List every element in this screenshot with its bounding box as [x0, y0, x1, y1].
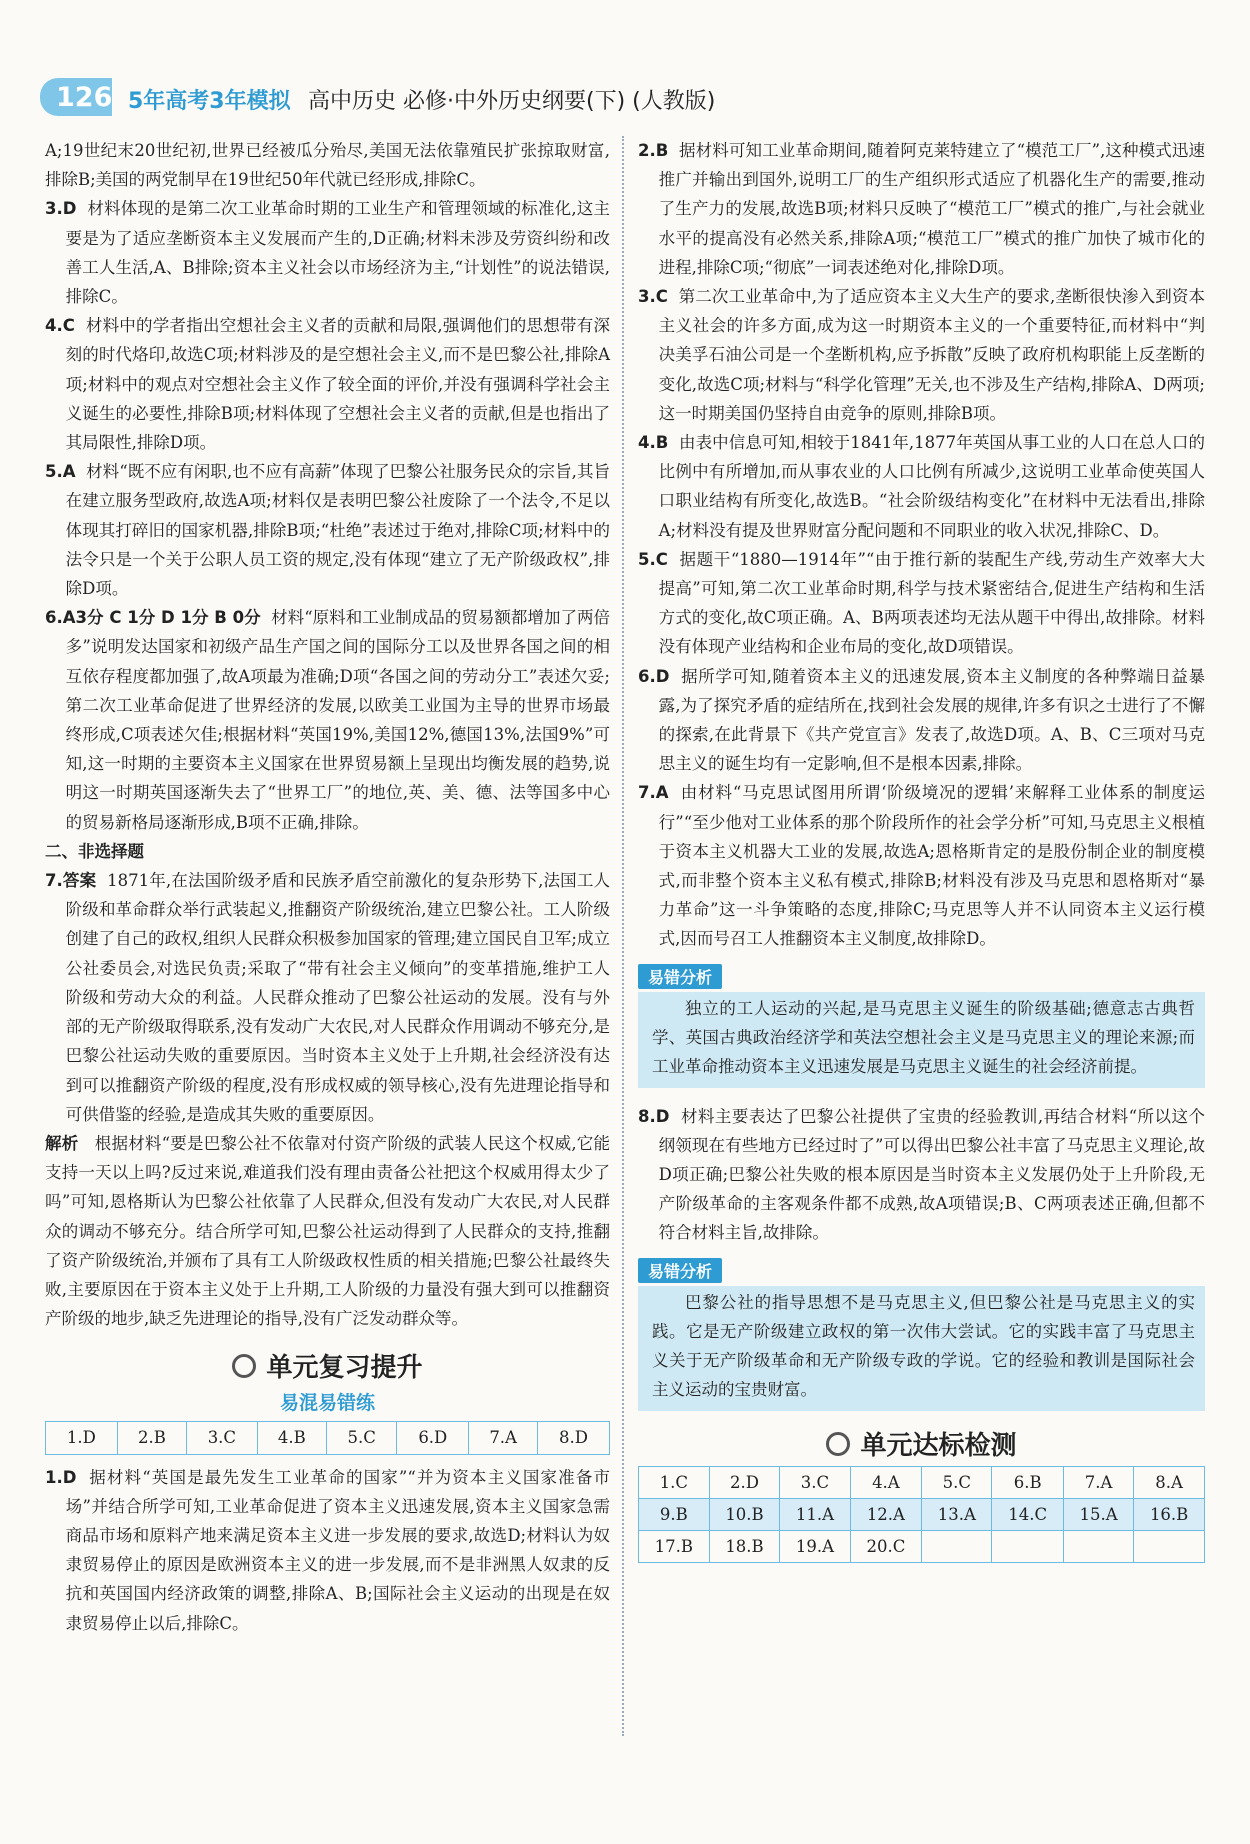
review-answer-4	[638, 428, 1205, 545]
review-answer-3-text: 第二次工业革命中,为了适应资本主义大生产的要求,垄断很快渗入到资本主义社会的许多方面,成为这一时期资本主义的一个重要特征,而材料中“判决美孚石油公司是一个垄断机构,应予拆散”反映了政府机构职能上反垄断的变化,故选C项;材料与“科学化管理”无关,也不涉及生产结构,排除A、D两项;这一时期美国仍坚持自由竞争的原则,排除B项。	[658, 287, 1205, 423]
answer-3-label: 3.D	[45, 199, 77, 219]
analysis-text: 根据材料“要是巴黎公社不依靠对付资产阶级的武装人民这个权威,它能支持一天以上吗?反过来说,难道我们没有理由责备公社把这个权威用得太少了吗”可知,恩格斯认为巴黎公社依靠了人民群众,但没有发动广大农民,对人民群众的调动不够充分。结合所学可知,巴黎公社运动得到了人民群众的支持,推翻了资产阶级统治,并颁布了具有工人阶级政权性质的相关措施;巴黎公社最终失败,主要原因在于资本主义处于上升期,工人阶级的力量没有强大到可以推翻资产阶级的地步,缺乏先进理论的指导,没有广泛发动群众等。	[45, 1133, 610, 1329]
table-cell: 14.C	[992, 1498, 1064, 1530]
review-answer-8-text: 材料主要表达了巴黎公社提供了宝贵的经验教训,再结合材料“所以这个纲领现在有些地方已经过时了”可以得出巴黎公社丰富了马克思主义理论,故D项正确;巴黎公社失败的根本原因是当时资本主义发展仍处于上升阶段,无产阶级革命的主客观条件都不成熟,故A项错误;B、C两项表述正确,但都不符合材料主旨,故排除。	[658, 1106, 1205, 1243]
series-title: 5年高考3年模拟	[128, 89, 291, 114]
table-cell: 19.A	[780, 1530, 850, 1562]
answer-6-text: 材料“原料和工业制成品的贸易额都增加了两倍多”说明发达国家和初级产品生产国之间的国际分工以及世界各国之间的相互依存程度都加强了,故A项最为准确;D项“各国之间的劳动分工”表述欠妥;第二次工业革命促进了世界经济的发展,以欧美工业国为主导的世界市场最终形成,C项表述欠佳;根据材料“英国19%,美国12%,德国13%,法国9%”可知,这一时期的主要资本主义国家在世界贸易额上呈现出均衡发展的趋势,说明这一时期英国逐渐失去了“世界工厂”的地位,英、美、德、法等国多中心的贸易新格局逐渐形成,B项不正确,排除。	[65, 608, 611, 832]
table-cell: 7.A	[469, 1422, 538, 1454]
unit-review-subtitle: 易混易错练	[279, 1392, 375, 1415]
answer-6	[45, 603, 610, 837]
answer-4-label: 4.C	[45, 316, 75, 336]
review-answer-7	[638, 778, 1205, 953]
section-heading-nonchoice: 二、非选择题	[45, 841, 144, 861]
error-analysis-tag-1: 易错分析	[638, 964, 722, 989]
review-answer-1	[45, 1463, 610, 1638]
table-cell	[922, 1530, 992, 1562]
review-answer-1-label: 1.D	[45, 1467, 77, 1487]
left-column	[45, 136, 610, 1638]
answer-5-text: 材料“既不应有闲职,也不应有高薪”体现了巴黎公社服务民众的宗旨,其旨在建立服务型政府,故选A项;材料仅是表明巴黎公社废除了一个法令,不足以体现其打碎旧的国家机器,排除B项;“杜绝”表述过于绝对,排除C项;材料中的法令只是一个关于公职人员工资的规定,没有体现“建立了无产阶级政权”,排除D项。	[65, 462, 610, 599]
review-answer-4-text: 由表中信息可知,相较于1841年,1877年英国从事工业的人口在总人口的比例中有所增加,而从事农业的人口比例有所减少,这说明工业革命使英国人口职业结构有所变化,故选B。“社会阶级结构变化”在材料中无法看出,排除A;材料没有提及世界财富分配问题和不同职业的收入状况,排除C、D。	[658, 433, 1205, 540]
table-cell: 1.D	[46, 1422, 118, 1454]
table-cell: 3.C	[187, 1422, 257, 1454]
error-analysis-text-1: 独立的工人运动的兴起,是马克思主义诞生的阶级基础;德意志古典哲学、英国古典政治经济学和英法空想社会主义是马克思主义的理论来源;而工业革命推动资本主义迅速发展是马克思主义诞生的社会经济前提。	[652, 998, 1195, 1077]
error-analysis-text-2: 巴黎公社的指导思想不是马克思主义,但巴黎公社是马克思主义的实践。它是无产阶级建立政权的第一次伟大尝试。它的实践丰富了马克思主义关于无产阶级革命和无产阶级专政的学说。它的经验和教训是国际社会主义运动的宝贵财富。	[652, 1292, 1195, 1400]
review-answer-6-label: 6.D	[638, 666, 670, 686]
table-cell: 15.A	[1063, 1498, 1133, 1530]
answer-6-scores: 3分 C 1分 D 1分 B 0分	[75, 608, 261, 628]
table-cell: 2.B	[117, 1422, 186, 1454]
review-answer-2	[638, 136, 1205, 282]
unit-test-answer-grid	[638, 1466, 1205, 1564]
review-answer-7-label: 7.A	[638, 783, 669, 803]
answer-3	[45, 194, 610, 311]
unit-test-title: 单元达标检测	[638, 1425, 1205, 1462]
table-cell: 4.B	[257, 1422, 326, 1454]
table-cell	[992, 1530, 1064, 1562]
review-answer-1-text: 据材料“英国是最先发生工业革命的国家”“并为资本主义国家准备市场”并结合所学可知,工业革命促进了资本主义迅速发展,资本主义国家急需商品市场和原料产地来满足资本主义进一步发展的要求,故选D;材料认为奴隶贸易停止的原因是欧洲资本主义的进一步发展,而不是非洲黑人奴隶的反抗和英国国内经济政策的调整,排除A、B;国际社会主义运动的出现是在奴隶贸易停止以后,排除C。	[65, 1467, 610, 1633]
table-cell: 5.C	[922, 1466, 992, 1498]
answer-4-text: 材料中的学者指出空想社会主义者的贡献和局限,强调他们的思想带有深刻的时代烙印,故选C项;材料涉及的是空想社会主义,而不是巴黎公社,排除A项;材料中的观点对空想社会主义作了较全面的评价,并没有强调科学社会主义诞生的必要性,排除B项;材料体现了空想社会主义者的贡献,但是也指出了其局限性,排除D项。	[65, 316, 610, 453]
error-analysis-box-2	[638, 1286, 1205, 1411]
review-answer-8-label: 8.D	[638, 1106, 670, 1126]
table-cell: 8.A	[1134, 1466, 1205, 1498]
answer-6-label: 6.A	[45, 608, 76, 628]
answer-7-text: 1871年,在法国阶级矛盾和民族矛盾空前激化的复杂形势下,法国工人阶级和革命群众举行武装起义,推翻资产阶级统治,建立巴黎公社。工人阶级创建了自己的政权,组织人民群众积极参加国家的管理;建立国民自卫军;成立公社委员会,对选民负责;采取了“带有社会主义倾向”的变革措施,维护工人阶级和劳动大众的利益。人民群众推动了巴黎公社运动的发展。没有与外部的无产阶级取得联系,没有发动广大农民,对人民群众作用调动不够充分,是巴黎公社运动失败的重要原因。当时资本主义处于上升期,社会经济没有达到可以推翻资产阶级的程度,没有形成权威的领导核心,没有先进理论指导和可供借鉴的经验,是造成其失败的重要原因。	[65, 871, 611, 1124]
review-answer-table	[45, 1421, 610, 1454]
table-cell: 13.A	[922, 1498, 992, 1530]
table-cell: 12.A	[850, 1498, 922, 1530]
table-cell: 6.D	[397, 1422, 469, 1454]
column-divider	[622, 136, 624, 1736]
answer-5	[45, 457, 610, 603]
table-cell: 6.B	[992, 1466, 1064, 1498]
review-answer-3	[638, 282, 1205, 428]
review-answer-8	[638, 1102, 1205, 1248]
answer-7	[45, 866, 610, 1129]
review-answer-7-text: 由材料“马克思试图用所谓‘阶级境况的逻辑’来解释工业体系的制度运行”“至少他对工业体系的那个阶段所作的社会学分析”可知,马克思主义根植于资本主义机器大工业的发展,故选A;恩格斯肯定的是股份制企业的制度模式,而非整个资本主义私有模式,排除B;材料没有涉及马克思和恩格斯对“暴力革命”这一斗争策略的态度,排除C;马克思等人并不认同资本主义运行模式,因而号召工人推翻资本主义制度,故排除D。	[658, 783, 1205, 949]
table-cell: 9.B	[639, 1498, 710, 1530]
magnifier-icon	[826, 1432, 850, 1456]
answer-7-analysis	[45, 1129, 610, 1333]
table-cell: 4.A	[850, 1466, 922, 1498]
right-column	[638, 136, 1205, 1571]
review-answer-4-label: 4.B	[638, 433, 669, 453]
review-answer-5-text: 据题干“1880—1914年”“由于推行新的装配生产线,劳动生产效率大大提高”可知,第二次工业革命时期,科学与技术紧密结合,促进生产结构和生活方式的变化,故C项正确。A、B两项表述均无法从题干中得出,故排除。材料没有体现产业结构和企业布局的变化,故D项错误。	[658, 549, 1205, 657]
table-cell: 2.D	[709, 1466, 780, 1498]
review-answer-2-text: 据材料可知工业革命期间,随着阿克莱特建立了“模范工厂”,这种模式迅速推广并输出到国外,说明工厂的生产组织形式适应了机器化生产的需要,推动了生产力的发展,故选B项;材料只反映了“模范工厂”模式的推广,与社会就业水平的提高没有必然关系,排除A项;“模范工厂”模式的推广加快了城市化的进程,排除C项;“彻底”一词表述绝对化,排除D项。	[658, 141, 1205, 277]
table-cell: 17.B	[639, 1530, 710, 1562]
magnifier-icon	[232, 1354, 256, 1378]
table-cell	[1134, 1530, 1205, 1562]
table-cell: 11.A	[780, 1498, 850, 1530]
review-answer-2-label: 2.B	[638, 141, 669, 160]
answer-7-label: 7.答案	[45, 871, 97, 891]
review-answer-6	[638, 662, 1205, 779]
error-analysis-box-1	[638, 992, 1205, 1088]
review-answer-3-label: 3.C	[638, 287, 668, 307]
page-header	[0, 0, 1250, 115]
book-title: 高中历史 必修·中外历史纲要(下) (人教版)	[308, 89, 716, 114]
table-cell	[1063, 1530, 1133, 1562]
table-cell: 20.C	[850, 1530, 922, 1562]
review-answer-6-text: 据所学可知,随着资本主义的迅速发展,资本主义制度的各种弊端日益暴露,为了探究矛盾的症结所在,找到社会发展的规律,许多有识之士进行了不懈的探索,在此背景下《共产党宣言》发表了,故选D项。A、B、C三项对马克思主义的诞生均有一定影响,但不是根本因素,排除。	[658, 666, 1205, 774]
analysis-label: 解析	[45, 1133, 79, 1153]
table-cell: 7.A	[1063, 1466, 1133, 1498]
review-answer-5	[638, 545, 1205, 662]
unit-review-title: 单元复习提升	[45, 1347, 610, 1384]
answer-2-continued: A;19世纪末20世纪初,世界已经被瓜分殆尽,美国无法依靠殖民扩张掠取财富,排除B;美国的两党制早在19世纪50年代就已经形成,排除C。	[45, 141, 610, 190]
table-cell: 8.D	[538, 1422, 610, 1454]
answer-5-label: 5.A	[45, 462, 76, 482]
table-cell: 3.C	[780, 1466, 850, 1498]
table-cell: 5.C	[326, 1422, 396, 1454]
table-cell: 16.B	[1134, 1498, 1205, 1530]
answer-4	[45, 311, 610, 457]
error-analysis-tag-2: 易错分析	[638, 1258, 722, 1283]
table-cell: 1.C	[639, 1466, 710, 1498]
review-answer-5-label: 5.C	[638, 549, 668, 569]
table-cell: 10.B	[709, 1498, 780, 1530]
answer-3-text: 材料体现的是第二次工业革命时期的工业生产和管理领域的标准化,这主要是为了适应垄断资本主义发展而产生的,D正确;材料未涉及劳资纠纷和改善工人生活,A、B排除;资本主义社会以市场经济为主,“计划性”的说法错误,排除C。	[65, 199, 610, 307]
table-cell: 18.B	[709, 1530, 780, 1562]
page-number: 126	[56, 82, 113, 113]
